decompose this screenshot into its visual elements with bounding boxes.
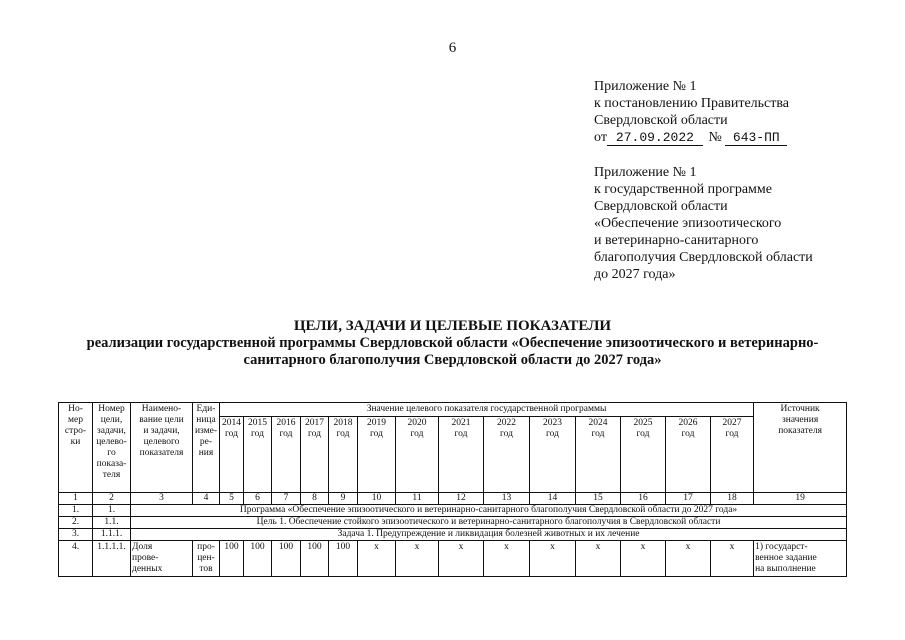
appendix-decree-line: Приложение № 1 (594, 79, 697, 94)
indicator-value: 100 (301, 541, 329, 577)
column-number: 1 (59, 493, 93, 505)
indicator-value: x (711, 541, 754, 577)
row-code: 1.1.1. (93, 529, 131, 541)
goal-title: Цель 1. Обеспечение стойкого эпизоотического и ветеринарно-санитарного благополучия в Свердловской области (131, 517, 847, 529)
row-code: 1. (93, 505, 131, 517)
column-number: 9 (329, 493, 358, 505)
document-title (40, 318, 865, 369)
header-value-group: Значение целевого показателя государственной программы (220, 403, 754, 417)
decree-date: 27.09.2022 (607, 130, 703, 146)
program-title: Программа «Обеспечение эпизоотического и ветеринарно-санитарного благополучия Свердловской области до 2027 года» (131, 505, 847, 517)
appendix-program-line: «Обеспечение эпизоотического (594, 216, 782, 231)
row-code: 1.1. (93, 517, 131, 529)
header-year: 2021 год (439, 417, 484, 493)
indicator-value: x (439, 541, 484, 577)
indicator-value: x (396, 541, 439, 577)
column-number: 5 (220, 493, 244, 505)
header-year: 2027 год (711, 417, 754, 493)
row-code: 1.1.1.1. (93, 541, 131, 577)
row-number: 4. (59, 541, 93, 577)
appendix-program-line: благополучия Свердловской области (594, 250, 813, 265)
appendix-decree (594, 78, 789, 146)
indicator-source: 1) государст- венное задание на выполнение (754, 541, 847, 577)
header-year: 2015 год (244, 417, 272, 493)
appendix-decree-line: к постановлению Правительства (594, 96, 790, 111)
header-unit: Еди- ница изме- ре- ния (193, 403, 220, 493)
indicator-unit: про- цен- тов (193, 541, 220, 577)
column-number: 18 (711, 493, 754, 505)
date-prefix: от (594, 130, 607, 145)
indicator-value: x (484, 541, 530, 577)
header-year: 2020 год (396, 417, 439, 493)
indicator-value: 100 (329, 541, 358, 577)
header-year: 2022 год (484, 417, 530, 493)
column-number: 11 (396, 493, 439, 505)
indicator-value: x (576, 541, 621, 577)
indicators-table (58, 402, 847, 577)
appendix-decree-date-line (594, 129, 789, 146)
column-number: 16 (621, 493, 666, 505)
header-year: 2023 год (530, 417, 576, 493)
column-number: 3 (131, 493, 193, 505)
column-number: 19 (754, 493, 847, 505)
column-number: 13 (484, 493, 530, 505)
title-line: санитарного благополучия Свердловской области до 2027 года» (243, 352, 662, 368)
column-number: 17 (666, 493, 711, 505)
appendix-program (594, 164, 813, 283)
indicator-value: x (621, 541, 666, 577)
appendix-program-line: Приложение № 1 (594, 165, 697, 180)
header-year: 2024 год (576, 417, 621, 493)
column-number: 7 (272, 493, 301, 505)
header-year: 2025 год (621, 417, 666, 493)
column-number: 15 (576, 493, 621, 505)
row-number: 3. (59, 529, 93, 541)
header-name: Наимено- вание цели и задачи, целевого показателя (131, 403, 193, 493)
header-source: Источник значения показателя (754, 403, 847, 493)
indicator-value: x (666, 541, 711, 577)
task-row (59, 529, 847, 541)
row-number: 2. (59, 517, 93, 529)
header-row-no: Но- мер стро- ки (59, 403, 93, 493)
column-number: 6 (244, 493, 272, 505)
column-number: 12 (439, 493, 484, 505)
header-year: 2026 год (666, 417, 711, 493)
appendix-decree-line: Свердловской области (594, 113, 728, 128)
indicator-name: Доля прове- денных (131, 541, 193, 577)
header-year: 2019 год (358, 417, 396, 493)
column-number: 4 (193, 493, 220, 505)
indicator-value: 100 (244, 541, 272, 577)
decree-number: 643-ПП (725, 130, 787, 146)
column-number: 10 (358, 493, 396, 505)
column-number: 2 (93, 493, 131, 505)
indicator-value: x (358, 541, 396, 577)
column-number: 14 (530, 493, 576, 505)
header-year: 2018 год (329, 417, 358, 493)
appendix-program-line: до 2027 года» (594, 267, 676, 282)
page-number: 6 (448, 40, 457, 56)
task-title: Задача 1. Предупреждение и ликвидация болезней животных и их лечение (131, 529, 847, 541)
header-year: 2014 год (220, 417, 244, 493)
header-year: 2017 год (301, 417, 329, 493)
indicator-value: 100 (272, 541, 301, 577)
indicator-row (59, 541, 847, 577)
goal-row (59, 517, 847, 529)
appendix-program-line: и ветеринарно-санитарного (594, 233, 759, 248)
title-line: реализации государственной программы Свердловской области «Обеспечение эпизоотического и ветеринарно- (86, 335, 819, 351)
program-row (59, 505, 847, 517)
indicator-value: 100 (220, 541, 244, 577)
header-year: 2016 год (272, 417, 301, 493)
appendix-program-line: Свердловской области (594, 199, 728, 214)
column-number: 8 (301, 493, 329, 505)
title-line: ЦЕЛИ, ЗАДАЧИ И ЦЕЛЕВЫЕ ПОКАЗАТЕЛИ (293, 318, 612, 334)
indicator-value: x (530, 541, 576, 577)
column-number-row (59, 493, 847, 505)
appendix-program-line: к государственной программе (594, 182, 772, 197)
header-goal-no: Номер цели, задачи, целево- го показа- теля (93, 403, 131, 493)
row-number: 1. (59, 505, 93, 517)
number-prefix: № (708, 130, 722, 145)
